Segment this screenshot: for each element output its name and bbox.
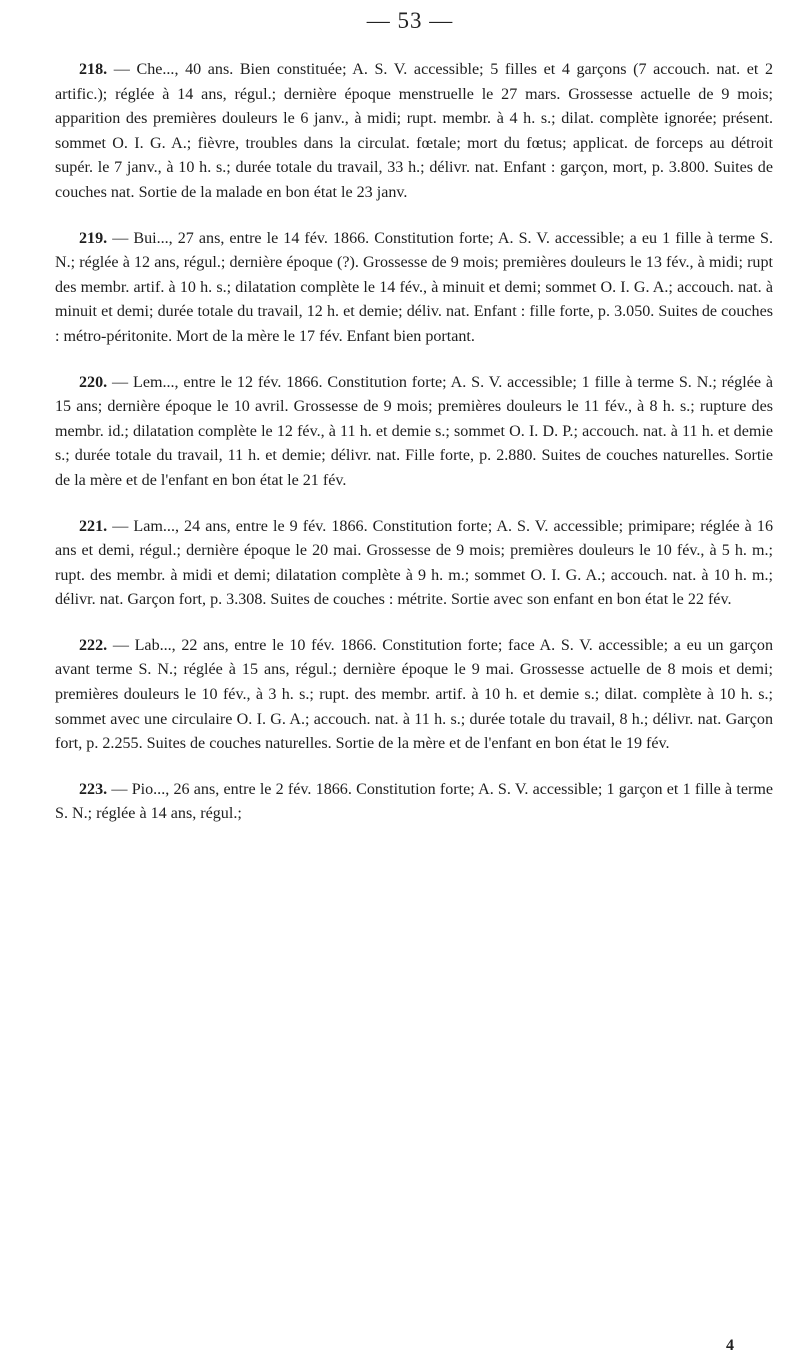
case-entry-219 [55, 227, 773, 350]
case-entry-222 [55, 634, 773, 757]
case-text: — Che..., 40 ans. Bien constituée; A. S. V. accessible; 5 filles et 4 garçons (7 accouch. nat. et 2 artific.); réglée à 14 ans, régul.; dernière époque menstruelle le 27 mars. Grossesse actuelle de 9 mois; apparition des premières douleurs le 6 janv., à midi; rupt. membr. à 4 h. s.; dilat. complète ignorée; présent. sommet O. I. G. A.; fièvre, troubles dans la circulat. fœtale; mort du fœtus; applicat. de forceps au détroit supér. le 7 janv., à 10 h. s.; durée totale du travail, 33 h.; délivr. nat. Enfant : garçon, mort, p. 3.800. Suites de couches nat. Sortie de la malade en bon état le 23 janv. [55, 61, 773, 201]
case-text: — Bui..., 27 ans, entre le 14 fév. 1866. Constitution forte; A. S. V. accessible; a eu 1 fille à terme S. N.; réglée à 12 ans, régul.; dernière époque (?). Grossesse de 9 mois; premières douleurs le 13 fév., à midi; rupt des membr. artif. à 10 h. s.; dilatation complète le 14 fév., à minuit et demi; sommet O. I. G. A.; accouch. nat. à minuit et demi; durée totale du travail, 12 h. et demie; déliv. nat. Enfant : fille forte, p. 3.050. Suites de couches : métro-péritonite. Mort de la mère le 17 fév. Enfant bien portant. [55, 229, 773, 345]
case-text: — Pio..., 26 ans, entre le 2 fév. 1866. Constitution forte; A. S. V. accessible; 1 garçon et 1 fille à terme S. N.; réglée à 14 ans, régul.; [55, 780, 773, 823]
case-text: — Lem..., entre le 12 fév. 1866. Constitution forte; A. S. V. accessible; 1 fille à terme S. N.; réglée à 15 ans; dernière époque le 10 avril. Grossesse de 9 mois; premières douleurs le 11 fév., à 8 h. s.; rupture des membr. id.; dilatation complète le 12 fév., à 11 h. et demie s.; sommet O. I. D. P.; accouch. nat. à 11 h. et demie s.; durée totale du travail, 11 h. et demie; délivr. nat. Fille forte, p. 2.880. Suites de couches naturelles. Sortie de la mère et de l'enfant en bon état le 21 fév. [55, 373, 773, 489]
case-text: — Lam..., 24 ans, entre le 9 fév. 1866. Constitution forte; A. S. V. accessible; primipare; réglée à 16 ans et demi, régul.; dernière époque le 20 mai. Grossesse de 9 mois; premières douleurs le 10 fév., à 5 h. m.; rupt. des membr. à midi et demi; dilatation complète à 9 h. m.; sommet O. I. G. A.; accouch. nat. à 10 h. m.; délivr. nat. Garçon fort, p. 3.308. Suites de couches : métrite. Sortie avec son enfant en bon état le 22 fév. [55, 517, 773, 609]
case-list [55, 58, 773, 848]
case-number: 218. [79, 61, 108, 78]
page-number: — 53 — [366, 8, 454, 33]
case-number: 219. [79, 229, 108, 247]
case-entry-221 [55, 515, 773, 613]
case-number: 223. [79, 780, 108, 798]
case-number: 221. [79, 517, 108, 535]
case-entry-220 [55, 371, 773, 494]
case-number: 222. [79, 636, 108, 654]
case-text: — Lab..., 22 ans, entre le 10 fév. 1866. Constitution forte; face A. S. V. accessible; a eu un garçon avant terme S. N.; réglée à 15 ans, régul.; dernière époque le 9 mai. Grossesse actuelle de 8 mois et demi; premières douleurs le 10 fév., à 3 h. s.; rupt. des membr. artif. à 10 h. et demie s.; dilat. complète à 10 h. s.; sommet avec une circulaire O. I. G. A.; accouch. nat. à 11 h. s.; durée totale du travail, 8 h.; délivr. nat. Garçon fort, p. 2.255. Suites de couches naturelles. Sortie de la mère et de l'enfant en bon état le 19 fév. [55, 636, 773, 753]
case-number: 220. [79, 373, 108, 391]
signature-mark: 4 [726, 1337, 734, 1354]
case-entry-223 [55, 778, 773, 827]
case-entry-218 [55, 58, 773, 206]
